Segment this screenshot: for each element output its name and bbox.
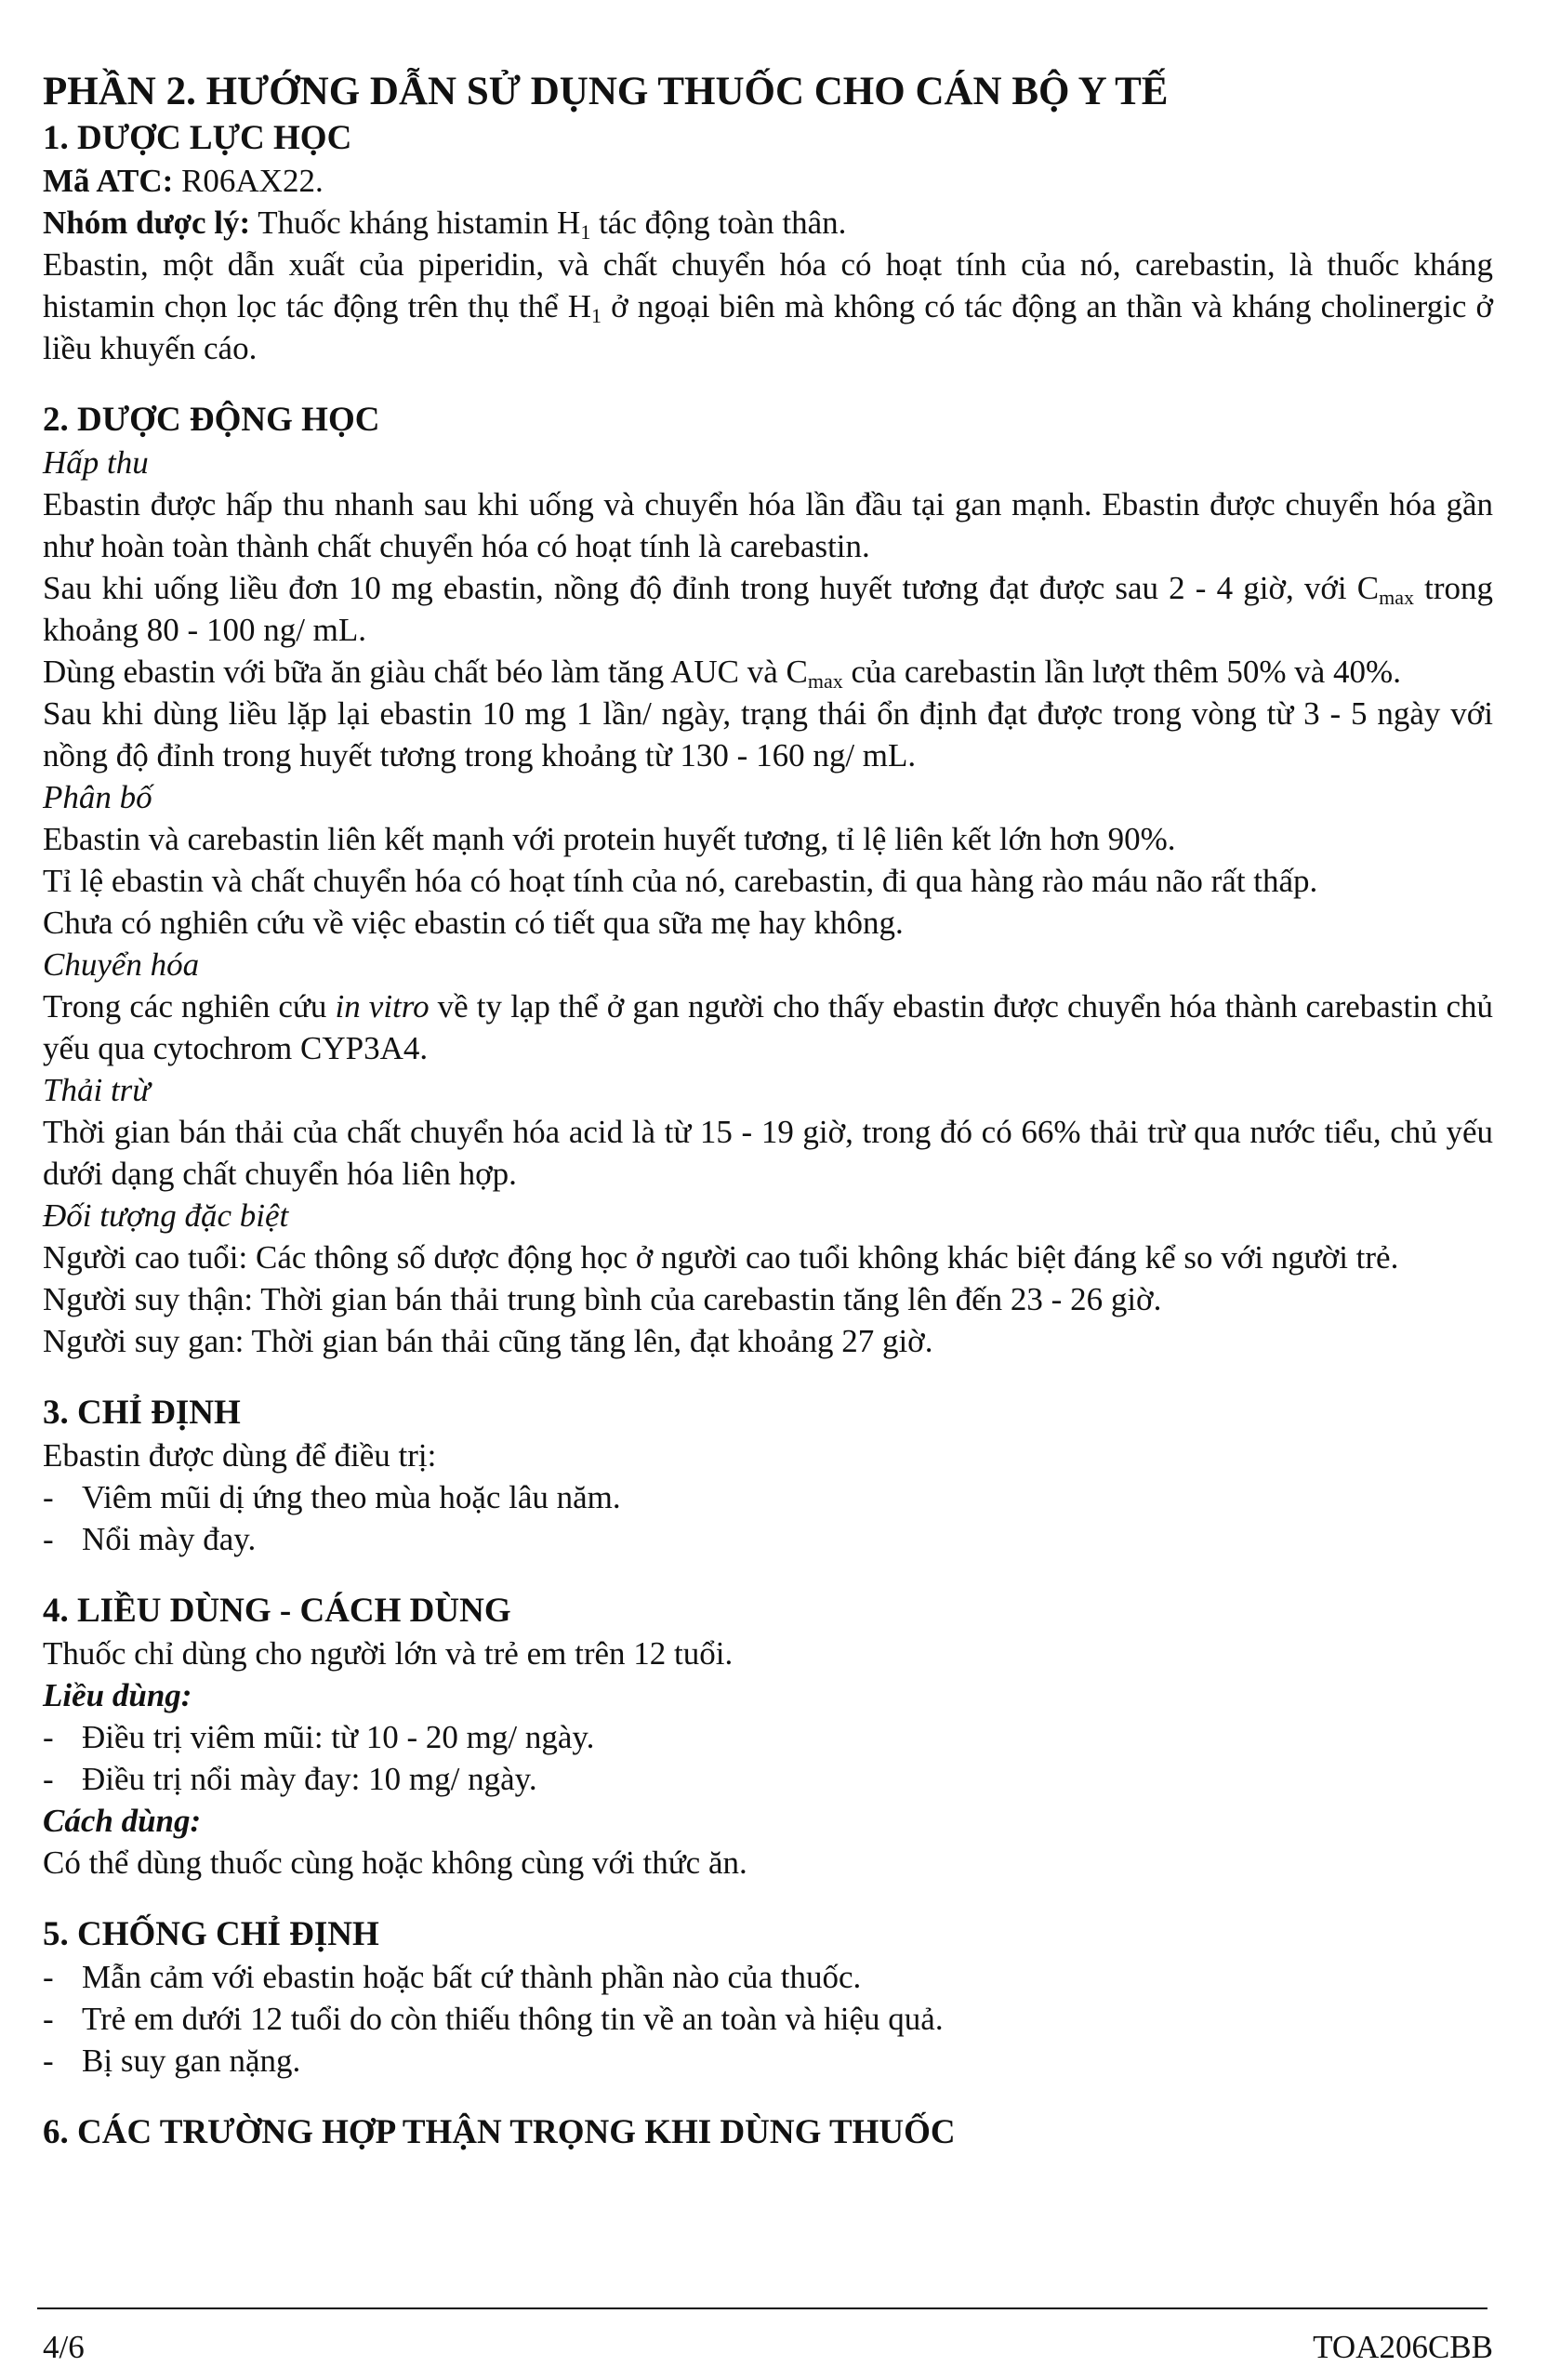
atc-value: R06AX22. <box>181 163 324 199</box>
list-dash: - <box>43 1719 54 1755</box>
section-3-heading: 3. CHỈ ĐỊNH <box>43 1394 241 1432</box>
special-populations-title: Đối tượng đặc biệt <box>43 1197 289 1234</box>
indication-intro: Ebastin được dùng để điều trị: <box>43 1437 437 1474</box>
group-value-a: Thuốc kháng histamin H <box>258 205 581 241</box>
list-item <box>43 1476 1493 1518</box>
list-item-text: Bị suy gan nặng. <box>82 2043 301 2079</box>
pharmacologic-group-line <box>43 202 1493 244</box>
page-title: PHẦN 2. HƯỚNG DẪN SỬ DỤNG THUỐC CHO CÁN BỘ Y TẾ <box>43 70 1169 113</box>
distribution-paragraph-1: Ebastin và carebastin liên kết mạnh với protein huyết tương, tỉ lệ liên kết lớn hơn 90%. <box>43 821 1176 857</box>
list-dash: - <box>43 1479 54 1515</box>
list-dash: - <box>43 2043 54 2079</box>
group-value-b: tác động toàn thân. <box>599 205 847 241</box>
distribution-paragraph-2: Tỉ lệ ebastin và chất chuyển hóa có hoạt tính của nó, carebastin, đi qua hàng rào máu não rất thấp. <box>43 863 1318 899</box>
list-item-text: Mẫn cảm với ebastin hoặc bất cứ thành phần nào của thuốc. <box>82 1959 862 1995</box>
met-p1-b: về ty lạp thể ở gan người cho thấy ebastin được chuyển hóa thành carebastin chủ yếu qua cytochrom CYP3A4. <box>43 988 1494 1066</box>
footer-divider <box>37 2307 1487 2309</box>
list-dash: - <box>43 1521 54 1557</box>
list-dash: - <box>43 2001 54 2037</box>
list-dash: - <box>43 1959 54 1995</box>
document-page <box>43 67 1493 2154</box>
elimination-paragraph: Thời gian bán thải của chất chuyển hóa acid là từ 15 - 19 giờ, trong đó có 66% thải trừ qua nước tiểu, chủ yếu dưới dạng chất chuyển hóa liên hợp. <box>43 1114 1493 1192</box>
group-value-sub: 1 <box>580 220 591 244</box>
section-4-heading: 4. LIỀU DÙNG - CÁCH DÙNG <box>43 1592 511 1630</box>
absorption-title: Hấp thu <box>43 444 149 481</box>
absorption-paragraph-1: Ebastin được hấp thu nhanh sau khi uống và chuyển hóa lần đầu tại gan mạnh. Ebastin được chuyển hóa gần như hoàn toàn thành chất chuyển hóa có hoạt tính là carebastin. <box>43 486 1493 564</box>
group-label: Nhóm dược lý: <box>43 205 251 241</box>
page-number: 4/6 <box>43 2329 85 2365</box>
list-item-text: Nổi mày đay. <box>82 1521 257 1557</box>
special-paragraph-3: Người suy gan: Thời gian bán thải cũng tăng lên, đạt khoảng 27 giờ. <box>43 1323 933 1359</box>
method-title: Cách dùng: <box>43 1803 202 1839</box>
section-1-paragraph <box>43 244 1493 369</box>
elimination-title: Thải trừ <box>43 1072 151 1108</box>
document-code: TOA206CBB <box>1313 2329 1493 2365</box>
list-item-text: Điều trị nổi mày đay: 10 mg/ ngày. <box>82 1761 537 1797</box>
section-1-heading: 1. DƯỢC LỰC HỌC <box>43 119 352 157</box>
special-paragraph-1: Người cao tuổi: Các thông số dược động học ở người cao tuổi không khác biệt đáng kể so với người trẻ. <box>43 1239 1399 1276</box>
section-2-heading: 2. DƯỢC ĐỘNG HỌC <box>43 401 380 439</box>
list-dash: - <box>43 1761 54 1797</box>
distribution-title: Phân bố <box>43 779 152 815</box>
list-item <box>43 1998 1493 2040</box>
method-text: Có thể dùng thuốc cùng hoặc không cùng với thức ăn. <box>43 1844 747 1881</box>
atc-label: Mã ATC: <box>43 163 174 199</box>
list-item <box>43 2040 1493 2082</box>
absorption-paragraph-4: Sau khi dùng liều lặp lại ebastin 10 mg 1 lần/ ngày, trạng thái ổn định đạt được trong vòng từ 3 - 5 ngày với nồng độ đỉnh trong huyết tương trong khoảng từ 130 - 160 ng/ mL. <box>43 695 1493 774</box>
para-text-b: ở ngoại biên mà không có tác động an thần và kháng cholinergic ở liều khuyến cáo. <box>43 288 1493 366</box>
abs-p3-sub: max <box>807 669 843 693</box>
metabolism-paragraph <box>43 985 1493 1069</box>
list-item <box>43 1716 1493 1758</box>
page-footer <box>43 2329 1493 2366</box>
distribution-paragraph-3: Chưa có nghiên cứu về việc ebastin có tiết qua sữa mẹ hay không. <box>43 905 904 941</box>
absorption-paragraph-3 <box>43 651 1493 693</box>
met-p1-a: Trong các nghiên cứu <box>43 988 327 1025</box>
list-item-text: Điều trị viêm mũi: từ 10 - 20 mg/ ngày. <box>82 1719 595 1755</box>
abs-p2-sub: max <box>1379 586 1414 609</box>
abs-p3-b: của carebastin lần lượt thêm 50% và 40%. <box>851 654 1401 690</box>
list-item <box>43 1758 1493 1800</box>
abs-p3-a: Dùng ebastin với bữa ăn giàu chất béo làm tăng AUC và C <box>43 654 808 690</box>
section-5-heading: 5. CHỐNG CHỈ ĐỊNH <box>43 1915 379 1953</box>
list-item <box>43 1956 1493 1998</box>
absorption-paragraph-2 <box>43 567 1493 651</box>
dose-title: Liều dùng: <box>43 1677 192 1713</box>
para-text-a: Ebastin, một dẫn xuất của piperidin, và chất chuyển hóa có hoạt tính của nó, carebastin, là thuốc kháng histamin chọn lọc tác động trên thụ thể H <box>43 246 1493 324</box>
section-6-heading: 6. CÁC TRƯỜNG HỢP THẬN TRỌNG KHI DÙNG THUỐC <box>43 2113 956 2151</box>
atc-line <box>43 160 1493 202</box>
list-item-text: Viêm mũi dị ứng theo mùa hoặc lâu năm. <box>82 1479 621 1515</box>
met-p1-italic: in vitro <box>335 988 430 1025</box>
para-sub: 1 <box>591 304 602 327</box>
list-item <box>43 1518 1493 1560</box>
dosage-intro: Thuốc chỉ dùng cho người lớn và trẻ em trên 12 tuổi. <box>43 1635 734 1672</box>
special-paragraph-2: Người suy thận: Thời gian bán thải trung bình của carebastin tăng lên đến 23 - 26 giờ. <box>43 1281 1162 1317</box>
list-item-text: Trẻ em dưới 12 tuổi do còn thiếu thông tin về an toàn và hiệu quả. <box>82 2001 944 2037</box>
metabolism-title: Chuyển hóa <box>43 946 200 983</box>
abs-p2-b: trong khoảng 80 - 100 ng/ mL. <box>43 570 1493 648</box>
abs-p2-a: Sau khi uống liều đơn 10 mg ebastin, nồng độ đỉnh trong huyết tương đạt được sau 2 - 4 giờ, với C <box>43 570 1380 606</box>
